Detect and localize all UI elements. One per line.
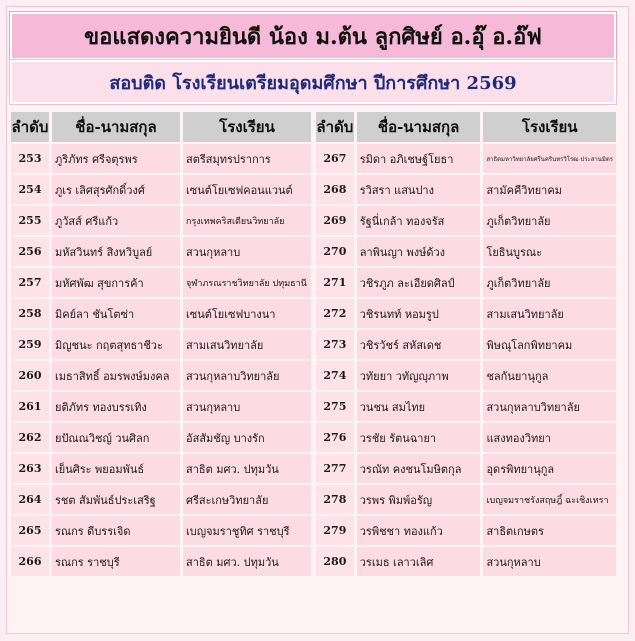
col-header-no: ลำดับ	[11, 112, 52, 142]
page-subtitle: สอบติด โรงเรียนเตรียมอุดมศึกษา ปีการศึกษา 2569	[10, 60, 616, 104]
student-name: รวิสรา แสนปาง	[357, 173, 484, 204]
results-table-right	[316, 112, 616, 576]
school-name: แสงทองวิทยา	[483, 421, 616, 452]
student-name: มหัสวินทร์ สิงหวิบูลย์	[52, 235, 183, 266]
table-row	[316, 545, 616, 576]
table-row	[316, 390, 616, 421]
school-name: สวนกุหลาบวิทยาลัย	[183, 359, 311, 390]
table-row	[11, 266, 311, 297]
row-number: 273	[316, 328, 357, 359]
student-name: ภูวัสส์ ศรีแก้ว	[52, 204, 183, 235]
school-name: สามเสนวิทยาลัย	[183, 328, 311, 359]
row-number: 266	[11, 545, 52, 576]
student-name: ยติภัทร ทองบรรเทิง	[52, 390, 183, 421]
student-name: วรเมธ เลาวเลิศ	[357, 545, 484, 576]
table-row	[316, 204, 616, 235]
school-name: เบญจมราชูทิศ ราชบุรี	[183, 514, 311, 545]
school-name: เบญจมราชรังสฤษฎิ์ ฉะเชิงเทรา	[483, 483, 616, 514]
row-number: 278	[316, 483, 357, 514]
table-row	[11, 204, 311, 235]
results-table-left	[11, 112, 311, 576]
school-name: ชลกันยานุกูล	[483, 359, 616, 390]
table-row	[316, 452, 616, 483]
school-name: สามเสนวิทยาลัย	[483, 297, 616, 328]
school-name: สวนกุหลาบ	[183, 390, 311, 421]
table-row	[316, 266, 616, 297]
table-row	[11, 173, 311, 204]
table-row	[316, 142, 616, 173]
row-number: 277	[316, 452, 357, 483]
col-header-no: ลำดับ	[316, 112, 357, 142]
school-name: สาธิต มศว. ปทุมวัน	[183, 452, 311, 483]
student-name: เมธาสิทธิ์ อมรพงษ์มงคล	[52, 359, 183, 390]
table-row	[11, 545, 311, 576]
student-name: วชิรนทท์ หอมรูป	[357, 297, 484, 328]
row-number: 274	[316, 359, 357, 390]
student-name: รณกร ดีบรรเจิด	[52, 514, 183, 545]
student-name: มิญชนะ กฤตสุทธาชีวะ	[52, 328, 183, 359]
school-name: กรุงเทพคริสเตียนวิทยาลัย	[183, 204, 311, 235]
student-name: วทัยยา วทัญญุภาพ	[357, 359, 484, 390]
table-row	[11, 452, 311, 483]
row-number: 259	[11, 328, 52, 359]
table-row	[11, 514, 311, 545]
school-name: โยธินบูรณะ	[483, 235, 616, 266]
row-number: 271	[316, 266, 357, 297]
row-number: 269	[316, 204, 357, 235]
row-number: 263	[11, 452, 52, 483]
row-number: 275	[316, 390, 357, 421]
student-name: วชิรภูภ ละเอียดศิลป์	[357, 266, 484, 297]
student-name: มิคย์ลา ชันโตซ่า	[52, 297, 183, 328]
student-name: วรชัย รัตนฉายา	[357, 421, 484, 452]
page-title: ขอแสดงความยินดี น้อง ม.ต้น ลูกศิษย์ อ.อุ๊ อ.อ๊ฟ	[10, 12, 616, 60]
student-name: วรพิชชา ทองแก้ว	[357, 514, 484, 545]
school-name: พิษณุโลกพิทยาคม	[483, 328, 616, 359]
col-header-school: โรงเรียน	[183, 112, 311, 142]
row-number: 255	[11, 204, 52, 235]
school-name: สวนกุหลาบ	[483, 545, 616, 576]
table-row	[316, 421, 616, 452]
student-name: มหัศพัฒ สุขการค้า	[52, 266, 183, 297]
table-row	[316, 514, 616, 545]
table-row	[11, 235, 311, 266]
school-name: สตรีสมุทรปราการ	[183, 142, 311, 173]
table-row	[11, 359, 311, 390]
student-name: ภูเร เลิศสุรศักดิ์วงศ์	[52, 173, 183, 204]
row-number: 264	[11, 483, 52, 514]
school-name: อุดรพิทยานุกูล	[483, 452, 616, 483]
table-row	[11, 297, 311, 328]
school-name: จุฬาภรณราชวิทยาลัย ปทุมธานี	[183, 266, 311, 297]
table-row	[11, 328, 311, 359]
school-name: สาธิตมหาวิทยาลัยศรีนครินทรวิโรฒ ประสานมิตร	[483, 142, 616, 173]
row-number: 261	[11, 390, 52, 421]
row-number: 260	[11, 359, 52, 390]
school-name: อัสสัมชัญ บางรัก	[183, 421, 311, 452]
table-row	[316, 297, 616, 328]
student-name: รมิดา อภิเชษฐ์โยธา	[357, 142, 484, 173]
row-number: 270	[316, 235, 357, 266]
student-name: ยปัณณวิชญ์ วนศิลก	[52, 421, 183, 452]
row-number: 256	[11, 235, 52, 266]
table-row	[11, 483, 311, 514]
school-name: เซนต์โยเซฟบางนา	[183, 297, 311, 328]
student-name: รชต สัมพันธ์ประเสริฐ	[52, 483, 183, 514]
school-name: สวนกุหลาบ	[183, 235, 311, 266]
table-row	[11, 390, 311, 421]
row-number: 276	[316, 421, 357, 452]
row-number: 280	[316, 545, 357, 576]
row-number: 262	[11, 421, 52, 452]
school-name: สาธิต มศว. ปทุมวัน	[183, 545, 311, 576]
student-name: ภูริภัทร ศรีจตุรพร	[52, 142, 183, 173]
table-row	[316, 328, 616, 359]
student-name: ลาพินญา พงษ์ด้วง	[357, 235, 484, 266]
col-header-name: ชื่อ-นามสกุล	[357, 112, 484, 142]
school-name: ภูเก็ตวิทยาลัย	[483, 204, 616, 235]
school-name: ภูเก็ตวิทยาลัย	[483, 266, 616, 297]
table-row	[316, 483, 616, 514]
school-name: สาธิตเกษตร	[483, 514, 616, 545]
table-row	[11, 142, 311, 173]
student-name: วรพร พิมพ์อรัญ	[357, 483, 484, 514]
student-name: เย็นศิระ พยอมพันธ์	[52, 452, 183, 483]
row-number: 272	[316, 297, 357, 328]
row-number: 279	[316, 514, 357, 545]
school-name: สามัคคีวิทยาคม	[483, 173, 616, 204]
school-name: เซนต์โยเซฟคอนแวนต์	[183, 173, 311, 204]
col-header-school: โรงเรียน	[483, 112, 616, 142]
table-row	[316, 235, 616, 266]
row-number: 254	[11, 173, 52, 204]
row-number: 253	[11, 142, 52, 173]
table-row	[316, 359, 616, 390]
row-number: 267	[316, 142, 357, 173]
row-number: 268	[316, 173, 357, 204]
table-row	[11, 421, 311, 452]
row-number: 258	[11, 297, 52, 328]
row-number: 257	[11, 266, 52, 297]
school-name: สวนกุหลาบวิทยาลัย	[483, 390, 616, 421]
student-name: วนชน สมไทย	[357, 390, 484, 421]
school-name: ศรีสะเกษวิทยาลัย	[183, 483, 311, 514]
student-name: วรณัท คงชนโมษิตกุล	[357, 452, 484, 483]
student-name: วชิรวัชร์ สหัสเดช	[357, 328, 484, 359]
student-name: รณกร ราชบุรี	[52, 545, 183, 576]
table-row	[316, 173, 616, 204]
col-header-name: ชื่อ-นามสกุล	[52, 112, 183, 142]
row-number: 265	[11, 514, 52, 545]
student-name: รัฐนี่เกล้า ทองจรัส	[357, 204, 484, 235]
